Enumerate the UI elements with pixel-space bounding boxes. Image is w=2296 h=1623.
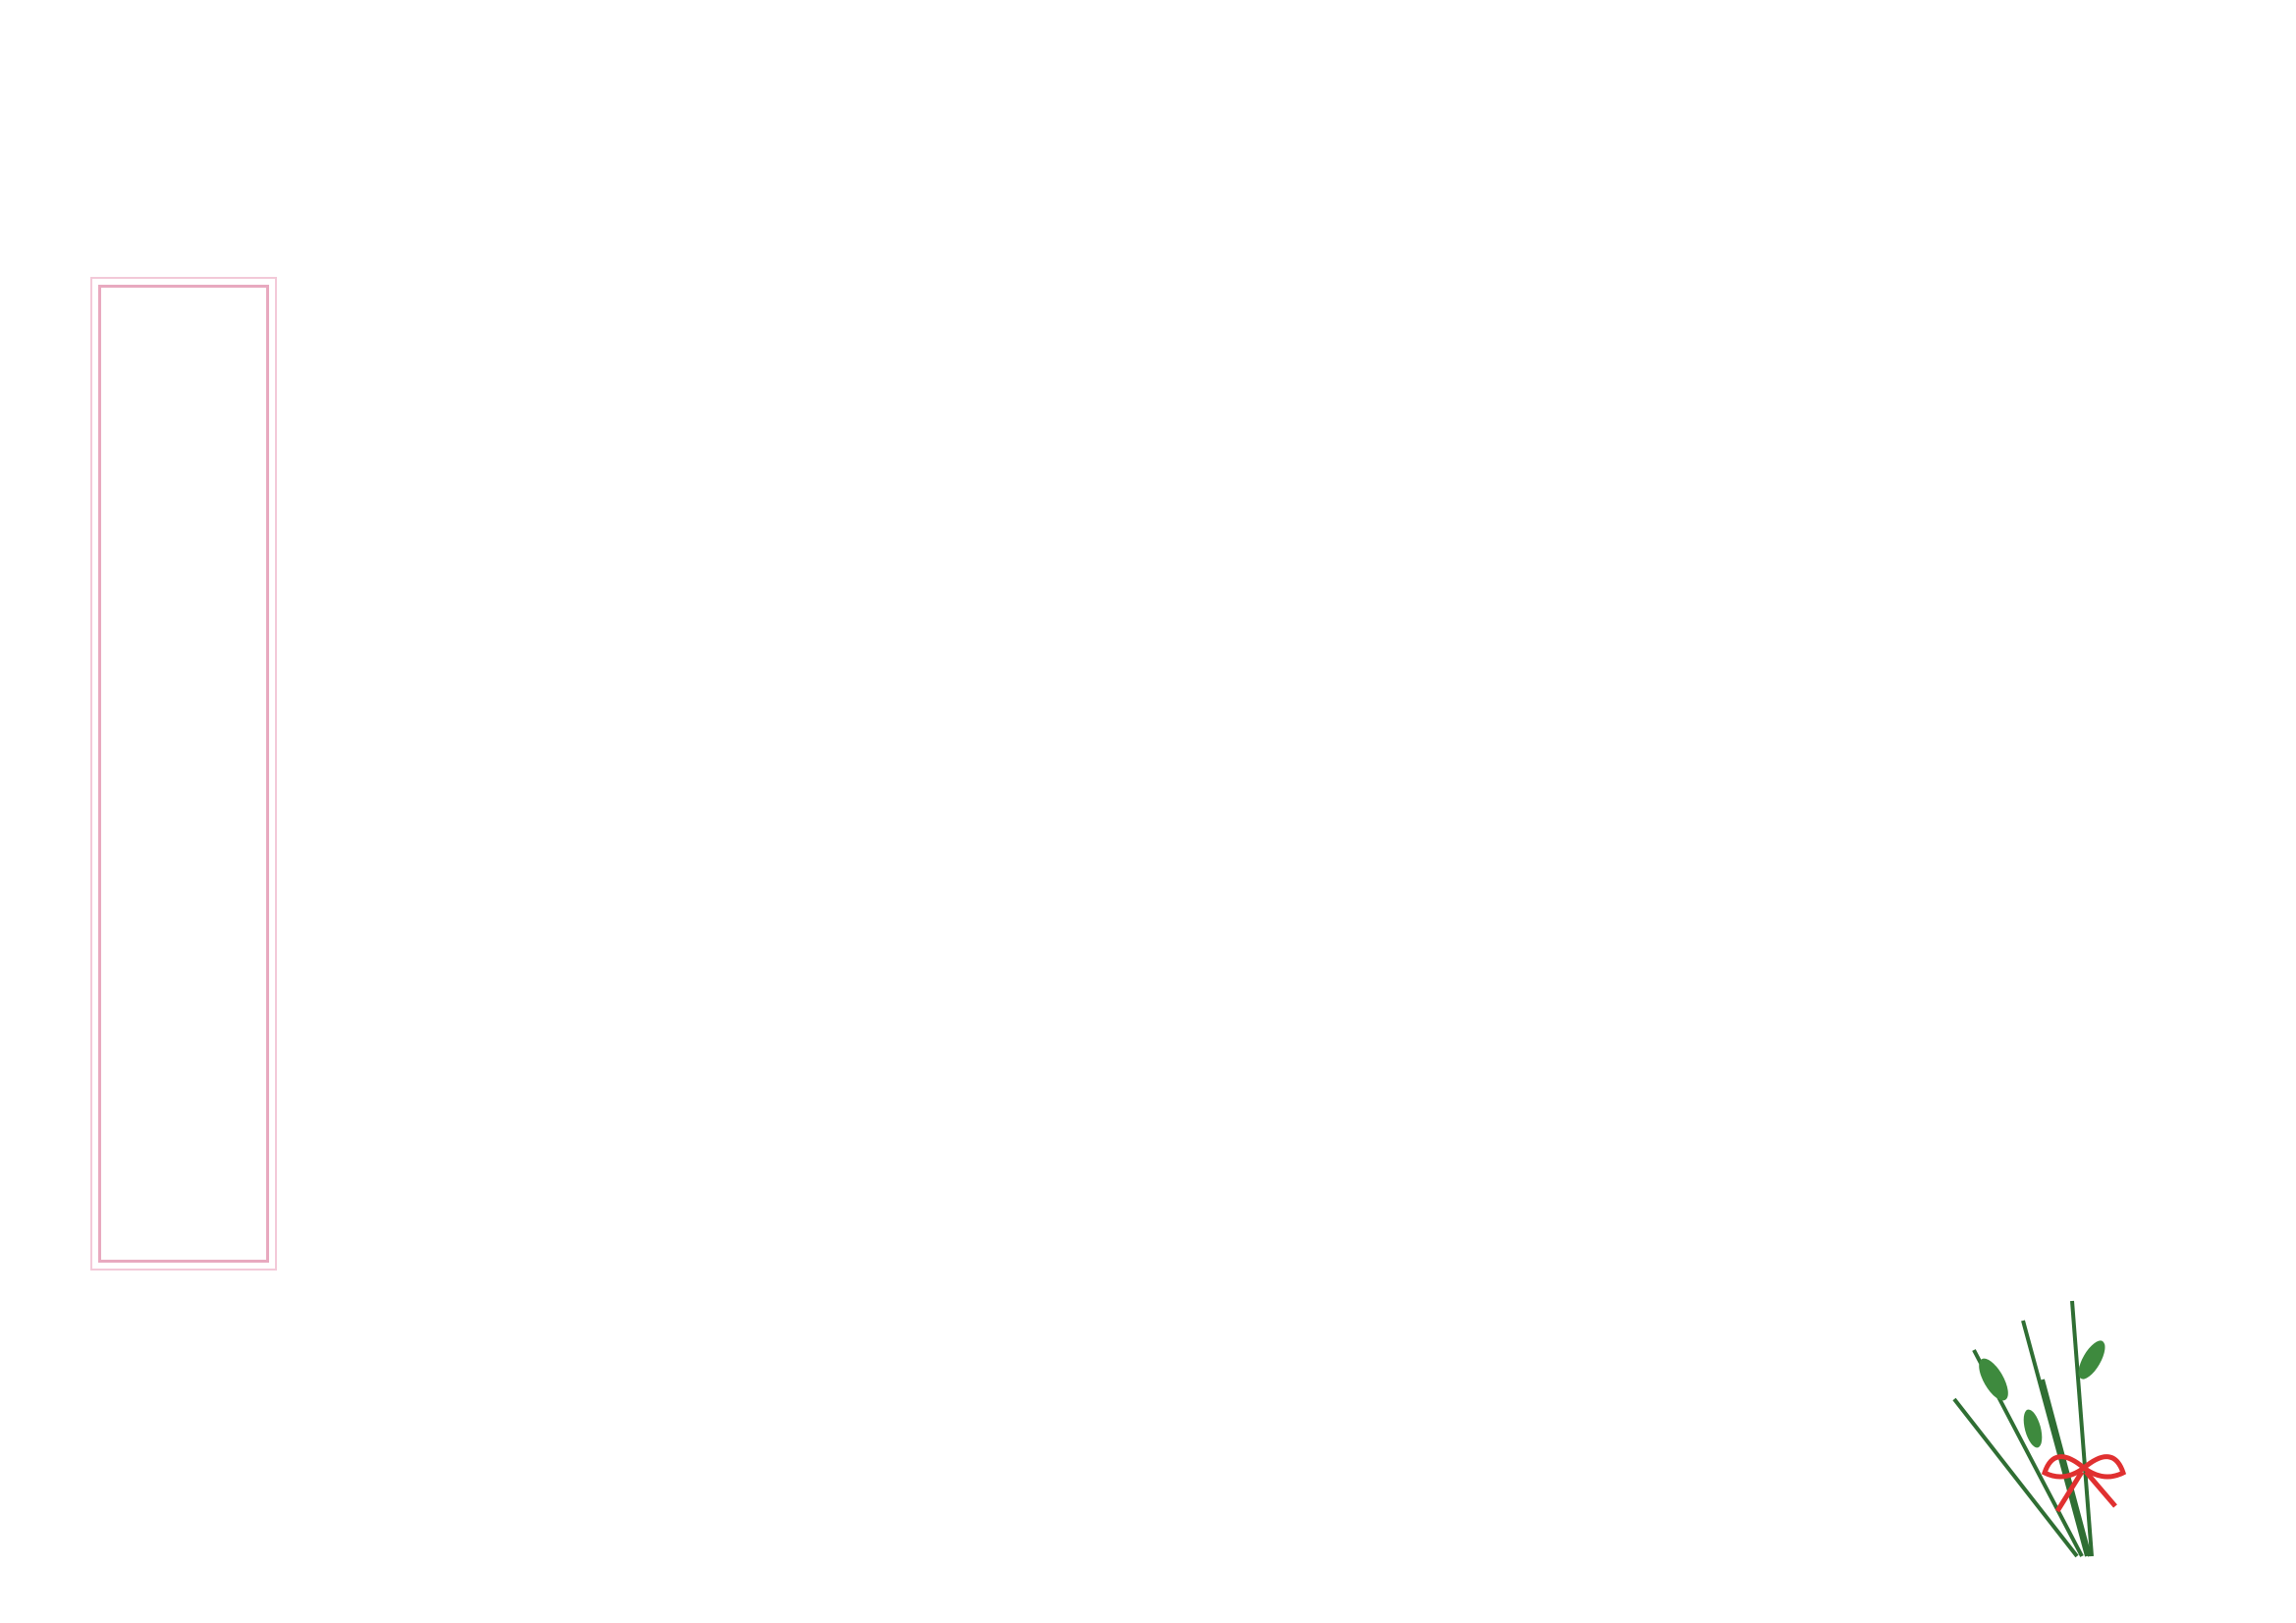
carnation-bouquet-illustration <box>1915 1232 2141 1566</box>
guest-announcement-frame <box>98 285 269 1263</box>
carnation-divider <box>301 803 1931 842</box>
cherry-blossom-top-decoration <box>59 265 295 353</box>
cherry-blossom-bottom-decoration <box>59 1213 295 1311</box>
